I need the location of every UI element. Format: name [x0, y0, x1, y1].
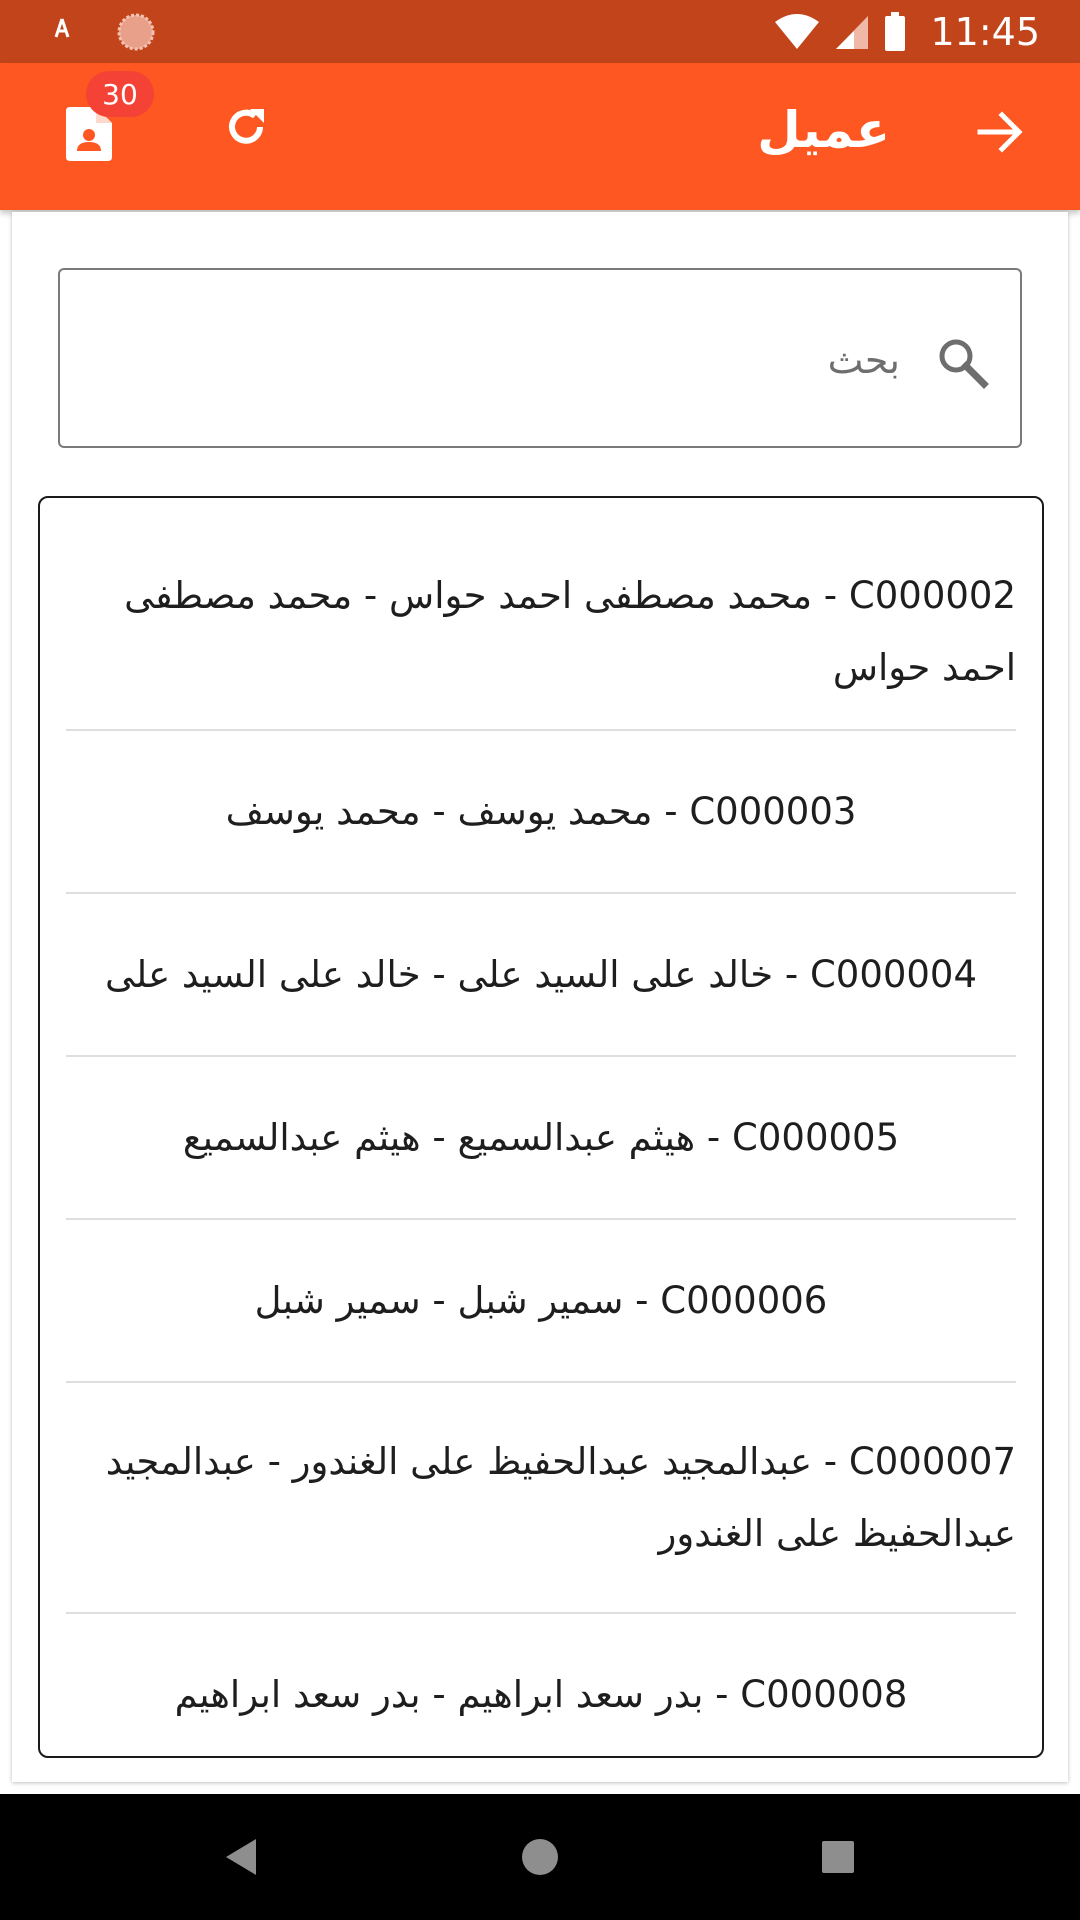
customer-list[interactable] [38, 496, 1044, 1758]
system-nav-bar [0, 1794, 1080, 1920]
list-item[interactable] [66, 731, 1016, 894]
list-item-text: C000002 - محمد مصطفى احمد حواس - محمد مصطفى احمد حواس [124, 573, 1016, 689]
status-time: 11:45 [930, 10, 1040, 54]
status-bar [0, 0, 1080, 63]
search-icon [934, 334, 990, 390]
signal-icon [834, 14, 870, 50]
home-circle-icon[interactable] [510, 1827, 570, 1887]
search-box[interactable] [58, 268, 1022, 448]
list-item-text: C000007 - عبدالمجيد عبدالحفيظ على الغندور - عبدالمجيد عبدالحفيظ على الغندور [105, 1439, 1016, 1555]
refresh-icon [222, 103, 270, 151]
back-button[interactable] [976, 107, 1036, 167]
list-item[interactable] [66, 1614, 1016, 1758]
search-input[interactable] [120, 320, 900, 400]
list-item[interactable] [66, 534, 1016, 731]
page-title: عميل [757, 101, 890, 159]
notification-circle-icon [116, 12, 156, 52]
content-card [12, 212, 1068, 1782]
data-arrow-icon [52, 17, 72, 47]
list-item[interactable] [66, 1383, 1016, 1614]
arrow-forward-icon [976, 107, 1026, 157]
list-item-text: C000004 - خالد على السيد على - خالد على السيد على [104, 952, 978, 996]
list-item[interactable] [66, 1057, 1016, 1220]
recents-square-icon[interactable] [808, 1827, 868, 1887]
back-triangle-icon[interactable] [212, 1827, 272, 1887]
customer-file-button[interactable] [66, 107, 112, 173]
list-item-text: C000005 - هيثم عبدالسميع - هيثم عبدالسميع [182, 1115, 900, 1159]
list-item[interactable] [66, 1220, 1016, 1383]
refresh-button[interactable] [222, 103, 284, 165]
list-item-text: C000003 - محمد يوسف - محمد يوسف [225, 789, 857, 833]
list-item-text: C000006 - سمير شبل - سمير شبل [254, 1278, 828, 1322]
list-item-text: C000008 - بدر سعد ابراهيم - بدر سعد ابراهيم [174, 1672, 908, 1716]
app-bar [0, 63, 1080, 210]
list-item[interactable] [66, 894, 1016, 1057]
notification-badge: 30 [86, 71, 154, 117]
wifi-icon [774, 14, 820, 50]
battery-icon [884, 12, 906, 52]
